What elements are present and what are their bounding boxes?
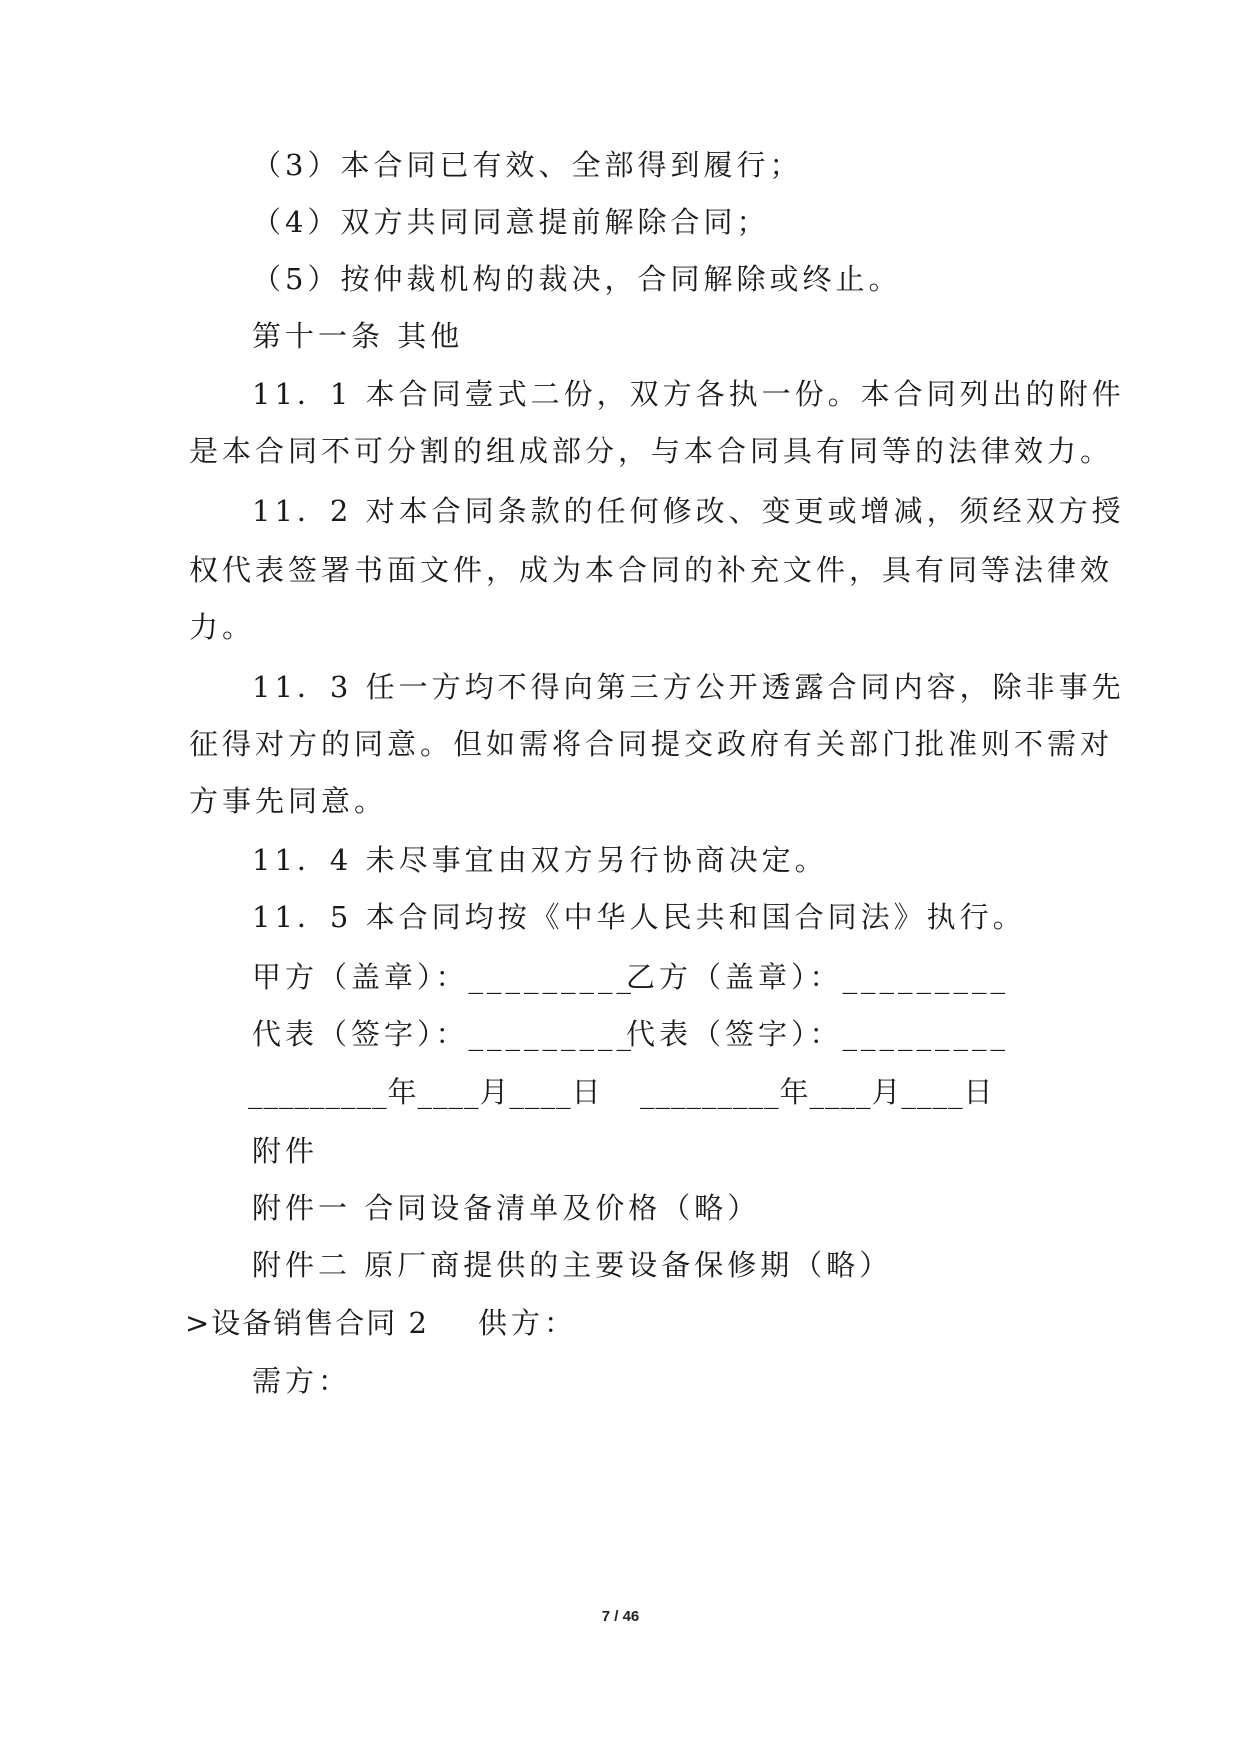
rep-a-signature: 代表（签字）：_________ bbox=[252, 1017, 636, 1051]
paragraph-line: 权代表签署书面文件，成为本合同的补充文件，具有同等法律效 bbox=[189, 553, 1114, 587]
paragraph-line: 11．1 本合同壹式二份，双方各执一份。本合同列出的附件 bbox=[252, 377, 1125, 411]
paragraph-line: 11．5 本合同均按《中华人民共和国合同法》执行。 bbox=[252, 900, 1026, 934]
supplier-label: 供方： bbox=[478, 1306, 578, 1340]
section-heading: 第十一条 其他 bbox=[252, 319, 464, 353]
page-number: 7 / 46 bbox=[601, 1608, 640, 1625]
next-contract-title: >设备销售合同 2 bbox=[185, 1306, 429, 1340]
clause-line: （3）本合同已有效、全部得到履行； bbox=[252, 148, 803, 182]
attachments-heading: 附件 bbox=[252, 1134, 319, 1168]
clause-line: （5）按仲裁机构的裁决，合同解除或终止。 bbox=[252, 262, 902, 296]
party-b-seal: 乙方（盖章）：_________ bbox=[626, 960, 1010, 994]
buyer-label: 需方： bbox=[252, 1364, 352, 1398]
paragraph-line: 是本合同不可分割的组成部分，与本合同具有同等的法律效力。 bbox=[189, 434, 1114, 468]
party-a-seal: 甲方（盖章）：_________ bbox=[252, 960, 636, 994]
paragraph-line: 方事先同意。 bbox=[189, 784, 388, 818]
attachment-item: 附件二 原厂商提供的主要设备保修期（略） bbox=[252, 1248, 893, 1282]
date-a: _________年____月____日 bbox=[248, 1075, 602, 1109]
clause-line: （4）双方共同同意提前解除合同； bbox=[252, 205, 770, 239]
paragraph-line: 11．4 未尽事宜由双方另行协商决定。 bbox=[252, 843, 828, 877]
attachment-item: 附件一 合同设备清单及价格（略） bbox=[252, 1191, 761, 1225]
paragraph-line: 力。 bbox=[189, 610, 256, 644]
paragraph-line: 征得对方的同意。但如需将合同提交政府有关部门批准则不需对 bbox=[189, 727, 1114, 761]
date-b: _________年____月____日 bbox=[640, 1075, 994, 1109]
paragraph-line: 11．2 对本合同条款的任何修改、变更或增减，须经双方授 bbox=[252, 494, 1125, 528]
rep-b-signature: 代表（签字）：_________ bbox=[626, 1017, 1010, 1051]
paragraph-line: 11．3 任一方均不得向第三方公开透露合同内容，除非事先 bbox=[252, 670, 1125, 704]
